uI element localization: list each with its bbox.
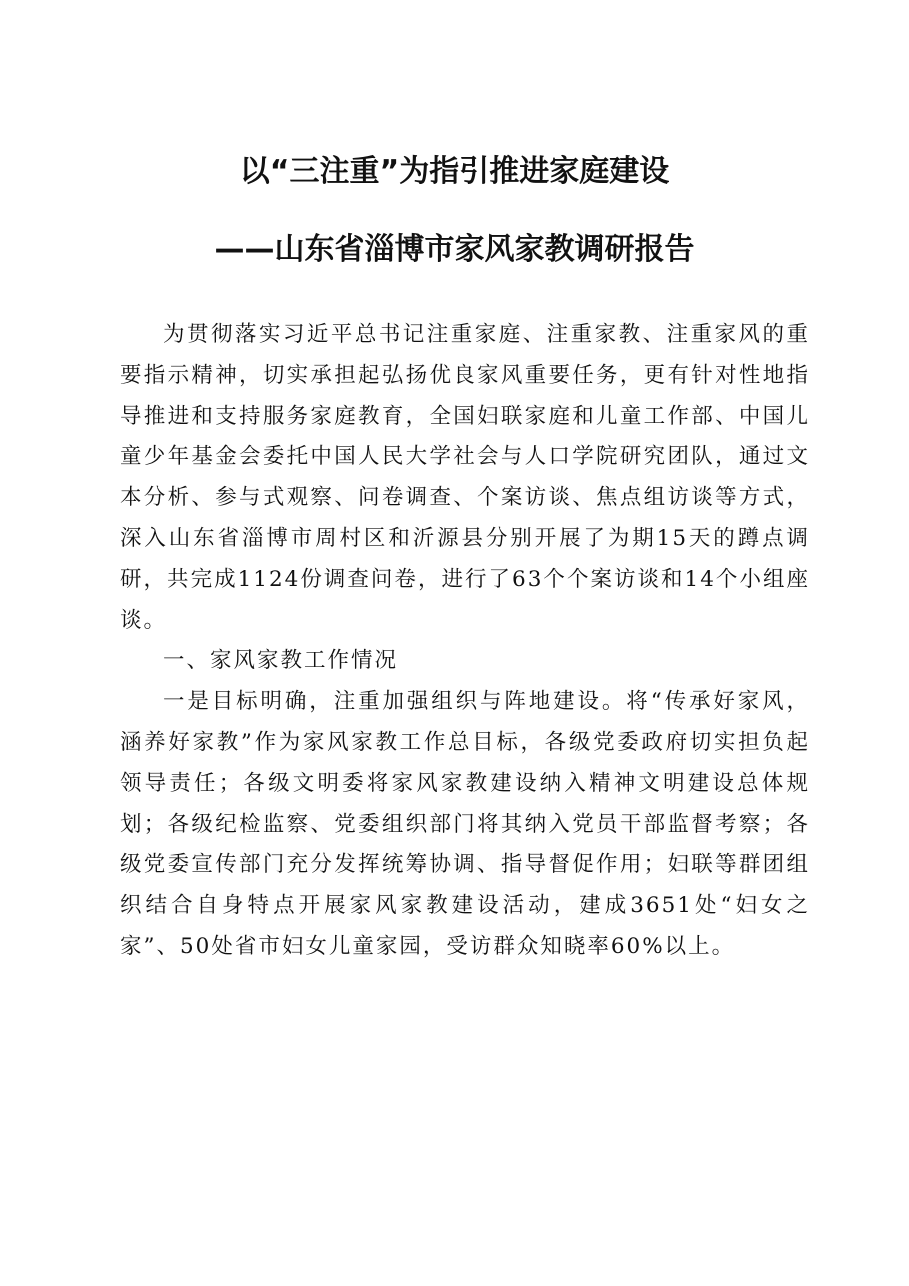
document-subtitle: ——山东省淄博市家风家教调研报告 — [214, 232, 695, 267]
section-heading: 一、家风家教工作情况 — [163, 648, 399, 674]
paragraph-section-one: 一是目标明确，注重加强组织与阵地建设。将“传承好家风，涵养好家教”作为家风家教工作总目标，各级党委政府切实担负起领导责任；各级文明委将家风家教建设纳入精神文明建设总体规划；各级纪检监察、党委组织部门将其纳入党员干部监督考察；各级党委宣传部门充分发挥统筹协调、指导督促作用；妇联等群团组织结合自身特点开展家风家教建设活动，建成3651处“妇女之家”、50处省市妇女儿童家园，受访群众知晓率60%以上。 — [120, 689, 810, 959]
document-body — [120, 315, 810, 968]
paragraph-intro: 为贯彻落实习近平总书记注重家庭、注重家教、注重家风的重要指示精神，切实承担起弘扬优良家风重要任务，更有针对性地指导推进和支持服务家庭教育，全国妇联家庭和儿童工作部、中国儿童少年基金会委托中国人民大学社会与人口学院研究团队，通过文本分析、参与式观察、问卷调查、个案访谈、焦点组访谈等方式，深入山东省淄博市周村区和沂源县分别开展了为期15天的蹲点调研，共完成1124份调查问卷，进行了63个个案访谈和14个小组座谈。 — [120, 322, 810, 633]
document-title: 以“三注重”为指引推进家庭建设 — [239, 154, 670, 189]
